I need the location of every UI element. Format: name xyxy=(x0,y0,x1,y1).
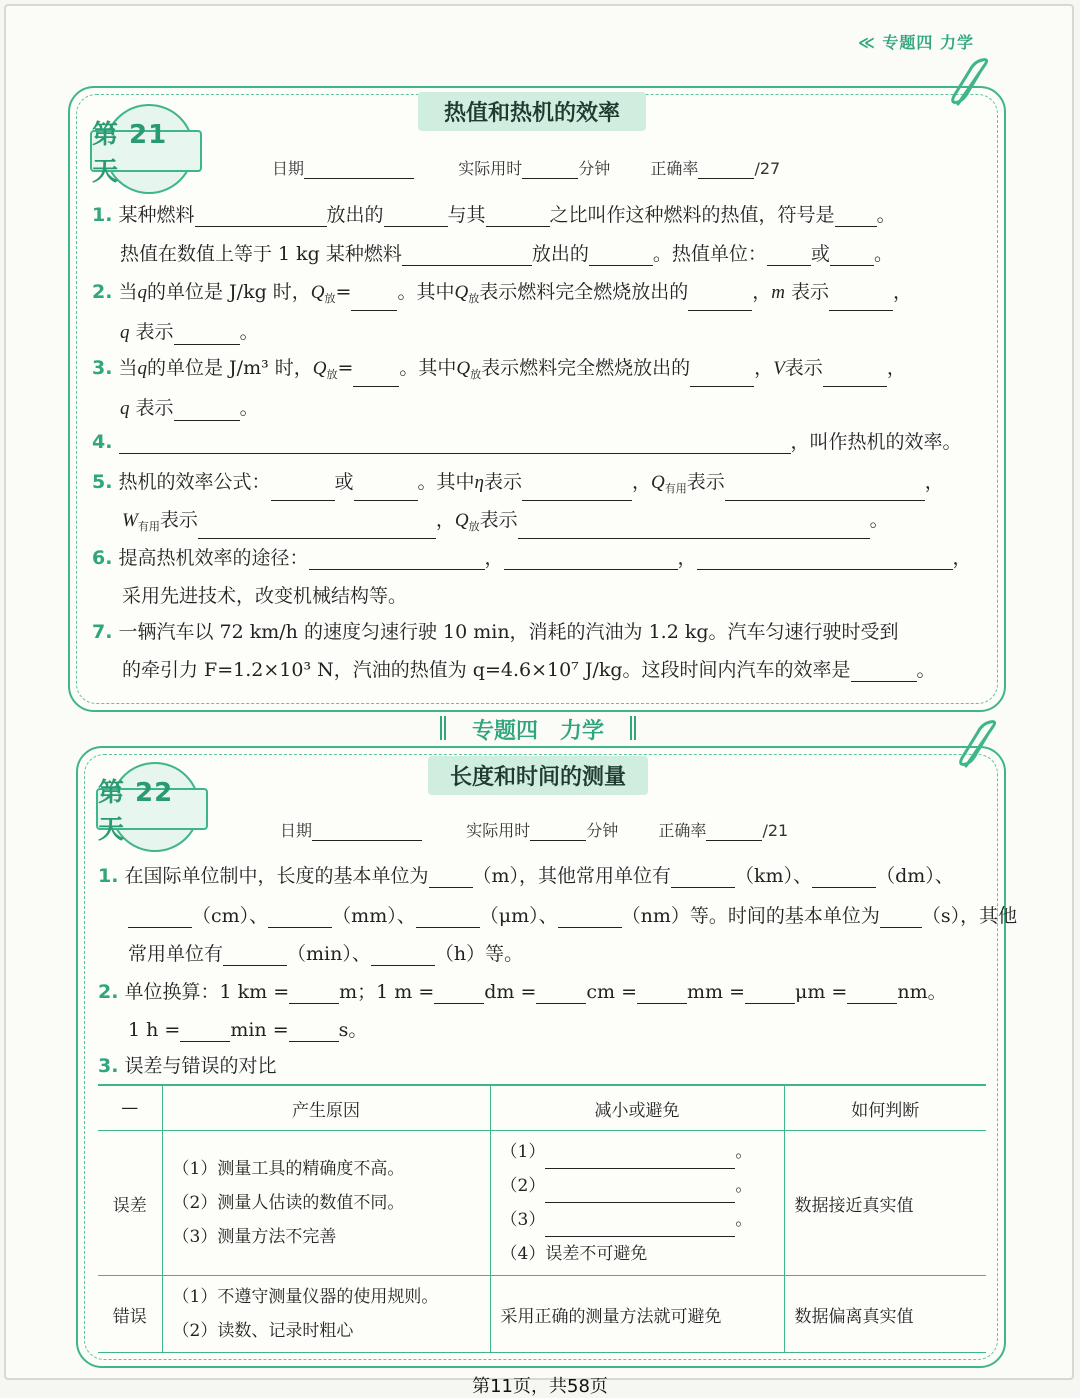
q21-7-line1: 7. 一辆汽车以 72 km/h 的速度匀速行驶 10 min，消耗的汽油为 1.2 kg。汽车匀速行驶时受到 xyxy=(92,621,899,643)
day21-meta: 日期 实际用时 分钟 正确率 /27 xyxy=(272,159,781,178)
table-header: 减小或避免 xyxy=(490,1085,784,1131)
date-label: 日期 xyxy=(272,159,305,178)
q21-1-line1: 1. 某种燃料 放出的 与其 之比叫作这种燃料的热值，符号是 。 xyxy=(92,204,896,226)
time-label: 实际用时 xyxy=(458,159,523,178)
q21-4: 4. ，叫作热机的效率。 xyxy=(92,431,962,453)
comparison-table xyxy=(98,1084,986,1353)
q21-1-line2: 热值在数值上等于 1 kg 某种燃料 放出的 。热值单位： 或 。 xyxy=(120,243,893,265)
date-field[interactable] xyxy=(304,160,414,179)
q21-5-line2: $W_{有用}$表示 ，$Q_放$表示 。 xyxy=(122,508,889,539)
day22-title: 长度和时间的测量 xyxy=(428,756,648,795)
table-header-row xyxy=(98,1085,986,1131)
table-row: 错误 （1）不遵守测量仪器的使用规则。 （2）读数、记录时粗心 采用正确的测量方法就可避免 数据偏离真实值 xyxy=(98,1276,986,1353)
day21-title: 热值和热机的效率 xyxy=(418,92,646,131)
q22-2-line2: 1 h = min = s。 xyxy=(128,1019,368,1041)
section-banner: 专题四 力学 xyxy=(440,714,636,744)
q21-7-line2: 的牵引力 F=1.2×10³ N，汽油的热值为 q=4.6×10⁷ J/kg。这段时间内汽车的效率是 。 xyxy=(122,659,936,681)
accuracy-field[interactable] xyxy=(706,822,762,841)
table-row: 误差 （1）测量工具的精确度不高。 （2）测量人估读的数值不同。 （3）测量方法不完善 （1） 。 （2） 。 （3） 。 （4）误差不可避免 数据接近真实值 xyxy=(98,1131,986,1276)
time-field[interactable] xyxy=(530,822,586,841)
date-field[interactable] xyxy=(312,822,422,841)
paperclip-icon xyxy=(944,56,996,112)
accuracy-field[interactable] xyxy=(698,160,754,179)
q21-5-line1: 5. 热机的效率公式： 或 。其中η表示 ，$Q_{有用}$表示 ， xyxy=(92,470,944,501)
day22-meta: 日期 实际用时 分钟 正确率 /21 xyxy=(280,821,789,840)
accuracy-label: 正确率 xyxy=(650,159,699,178)
q21-6-line2: 采用先进技术，改变机械结构等。 xyxy=(122,585,408,607)
q21-3-line1: 3. 当q的单位是 J/m³ 时，$Q_放=$ 。其中$Q_放$表示燃料完全燃烧放出的 ，V表示 ， xyxy=(92,356,906,387)
q22-1-line2: （cm）、 （mm）、 （μm）、 （nm）等。时间的基本单位为 （s），其他 xyxy=(128,904,1017,928)
q22-2-line1: 2. 单位换算：1 km = m；1 m = dm = cm = mm = μm = nm。 xyxy=(98,981,947,1003)
header-topic: ≪ 专题四 力学 xyxy=(858,33,974,52)
table-header: — xyxy=(121,1098,139,1118)
day22-badge-label: 第 22 天 xyxy=(96,788,208,830)
day21-badge xyxy=(90,104,200,200)
judge-cell: 数据偏离真实值 xyxy=(784,1276,986,1353)
q21-2-line2: q 表示 。 xyxy=(120,321,259,343)
table-header: 如何判断 xyxy=(784,1085,986,1131)
q21-3-line2: q 表示 。 xyxy=(120,397,259,419)
day21-badge-label: 第 21 天 xyxy=(90,130,202,172)
row-label: 错误 xyxy=(112,1306,147,1327)
judge-cell: 数据接近真实值 xyxy=(784,1131,986,1276)
q22-3: 3. 误差与错误的对比 xyxy=(98,1055,277,1077)
q21-6-line1: 6. 提高热机效率的途径： ， ， ， xyxy=(92,547,972,569)
paperclip-icon xyxy=(952,718,1004,774)
day22-badge xyxy=(96,762,206,858)
page-footer: 第11页，共58页 xyxy=(472,1376,608,1397)
q21-2-line1: 2. 当q的单位是 J/kg 时，$Q_放=$ 。其中$Q_放$表示燃料完全燃烧放出的 ，m 表示 ， xyxy=(92,280,912,311)
row-label: 误差 xyxy=(112,1195,147,1216)
q22-1-line1: 1. 在国际单位制中，长度的基本单位为 （m），其他常用单位有 （km）、 （dm）、 xyxy=(98,865,954,887)
time-field[interactable] xyxy=(522,160,578,179)
table-header: 产生原因 xyxy=(162,1085,490,1131)
q22-1-line3: 常用单位有 （min）、 （h）等。 xyxy=(128,943,524,965)
